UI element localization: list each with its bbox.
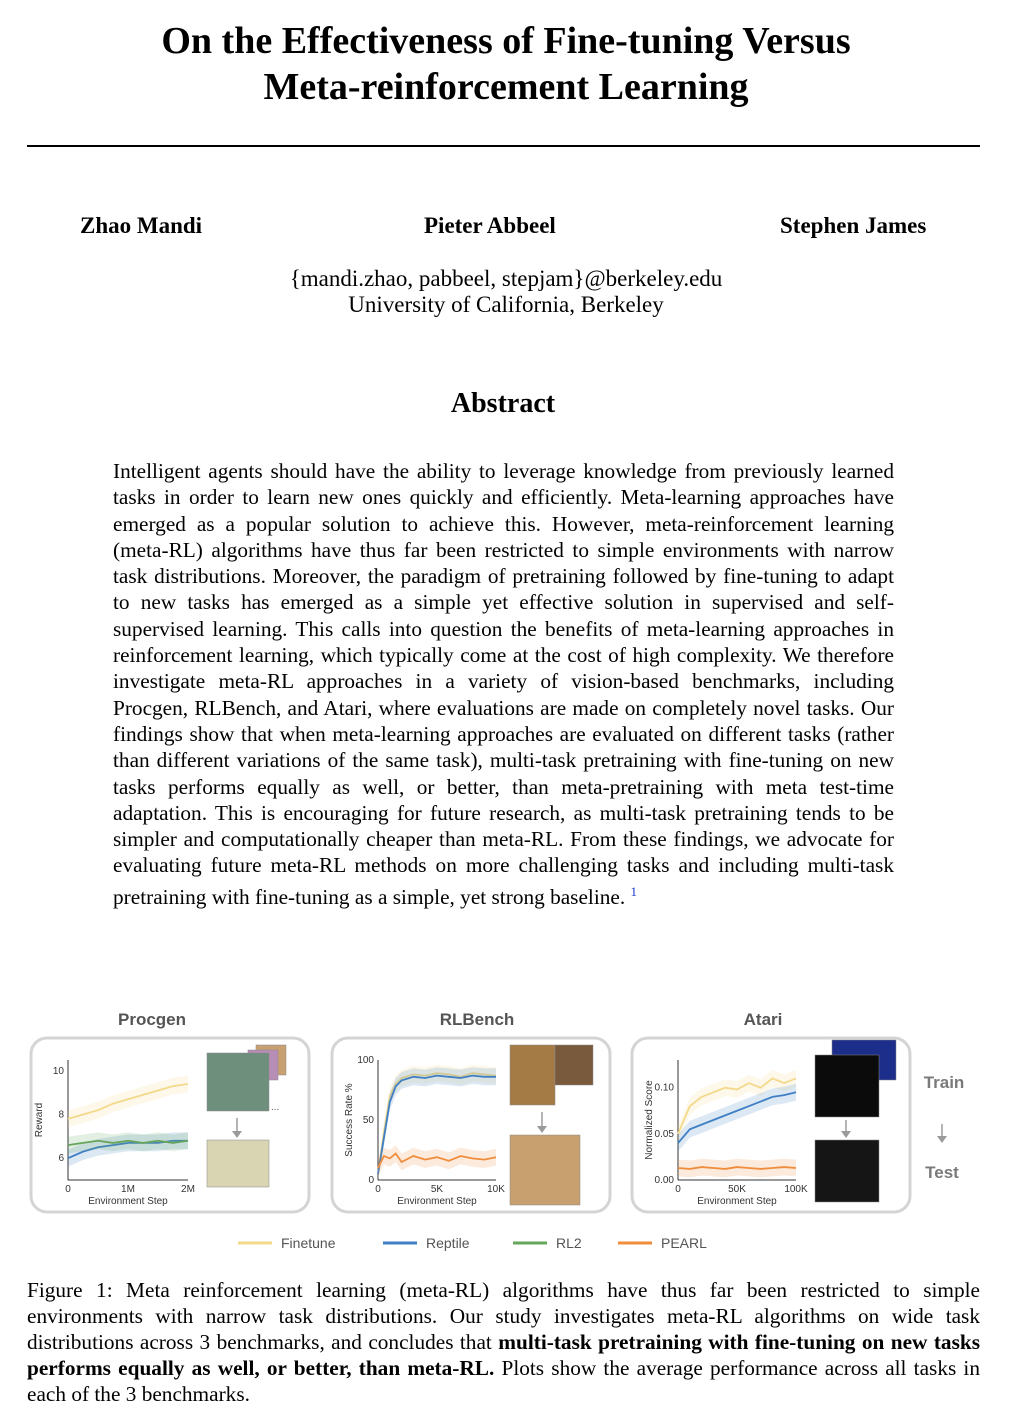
y-tick-label: 6 [58,1153,64,1165]
x-tick-label: 1M [121,1184,135,1195]
author-emails: {mandi.zhao, pabbeel, stepjam}@berkeley.edu [289,266,723,291]
train-label: Train [923,1073,965,1092]
affiliation-block [0,266,1012,318]
y-tick-label: 100 [357,1055,374,1066]
figure-1 [0,1000,1012,1270]
y-tick-label: 10 [52,1065,64,1077]
atari-train-thumb [815,1055,879,1117]
abstract-text: Intelligent agents should have the ability to leverage knowledge from previously learned tasks in order to learn new ones quickly and efficiently. Meta-learning approaches have emerged as a popular solution to achieve this. However, meta-reinforcement learning (meta-RL) algorithms have thus far been restricted to simple environments with narrow task distributions. Moreover, the paradigm of pretraining followed by fine-tuning to adapt to new tasks has emerged as a simple yet effective solution in supervised and self-supervised learning. This calls into question the benefits of meta-learning approaches in reinforcement learning, which typically come at the cost of high complexity. We therefore investigate meta-RL approaches in a variety of vision-based benchmarks, including Procgen, RLBench, and Atari, where evaluations are made on completely novel tasks. Our findings show that when meta-learning approaches are evaluated on different tasks (rather than different variations of the same task), multi-task pretraining with fine-tuning on new tasks performs equally as well, or better, than meta-pretraining with meta test-time adaptation. This is encouraging for future research, as multi-task pretraining tends to be simpler and computationally cheaper than meta-RL. From these findings, we advocate for evaluating future meta-RL methods on more challenging tasks and including multi-task pretraining with fine-tuning as a simple, yet strong baseline. [113,459,894,909]
figure-legend [238,1235,707,1251]
title-rule [27,145,980,147]
rlbench-panel [332,1010,610,1212]
x-axis-label: Environment Step [397,1196,477,1207]
title-line-1: On the Effectiveness of Fine-tuning Versus [161,20,851,62]
atari-test-thumb [815,1140,879,1202]
legend-label-rl2: RL2 [556,1235,582,1251]
atari-panel [632,1010,910,1212]
caption-emphasis: multi-task pretraining with fine-tuning on new tasks performs equally as well, or better, than meta-RL. [27,1330,980,1380]
caption-text: Figure 1: Meta reinforcement learning (meta-RL) algorithms have thus far been restricted to simple environments with narrow task distributions. Our study investigates meta-RL algorithms on wide task distributions across 3 benchmarks, and concludes that [27,1278,980,1354]
x-tick-label: 50K [728,1184,746,1195]
abstract-heading: Abstract [450,388,556,419]
chart-title: Procgen [117,1010,187,1029]
x-tick-label: 10K [487,1184,505,1195]
procgen-test-thumb [207,1140,269,1187]
author-2: Pieter Abbeel [424,213,556,238]
x-tick-label: 100K [784,1184,808,1195]
y-tick-label: 0.00 [654,1175,674,1186]
test-label: Test [925,1163,959,1182]
figure-caption [27,1277,980,1407]
y-tick-label: 0.05 [654,1128,674,1140]
rlbench-train-thumb-2 [555,1045,593,1085]
more-dots-icon: ... [271,1102,280,1113]
affiliation: University of California, Berkeley [348,292,664,317]
author-3: Stephen James [780,213,927,238]
title-line-2: Meta-reinforcement Learning [263,66,749,108]
x-tick-label: 0 [375,1184,381,1195]
legend-label-reptile: Reptile [426,1235,470,1251]
y-tick-label: 0.10 [654,1082,674,1094]
y-axis-label: Normalized Score [644,1080,655,1160]
y-tick-label: 50 [362,1115,374,1126]
x-axis-label: Environment Step [697,1196,777,1207]
author-1: Zhao Mandi [80,213,203,238]
y-tick-label: 0 [368,1175,374,1186]
x-tick-label: 5K [430,1184,444,1195]
x-tick-label: 0 [65,1184,71,1195]
legend-label-pearl: PEARL [661,1235,707,1251]
x-tick-label: 2M [181,1184,195,1195]
figure-1-svg [0,1000,1012,1270]
chart-title: Atari [743,1010,783,1029]
train-test-labels [924,1073,965,1182]
procgen-train-thumb [207,1053,269,1111]
paper-title [0,18,1012,110]
abstract-body [113,458,894,910]
procgen-panel [31,1010,309,1212]
rlbench-test-thumb [510,1135,580,1205]
down-arrow-icon [937,1136,947,1143]
x-tick-label: 0 [675,1184,681,1195]
y-axis-label: Reward [34,1102,45,1138]
y-axis-label: Success Rate % [344,1083,355,1157]
y-tick-label: 8 [58,1109,64,1121]
rlbench-train-thumb [510,1045,555,1105]
footnote-marker[interactable]: 1 [630,883,638,899]
chart-title: RLBench [439,1010,515,1029]
legend-label-finetune: Finetune [281,1235,336,1251]
x-axis-label: Environment Step [88,1196,168,1207]
caption-text-end: Plots show the average performance across all tasks in each of the 3 benchmarks. [27,1356,981,1406]
